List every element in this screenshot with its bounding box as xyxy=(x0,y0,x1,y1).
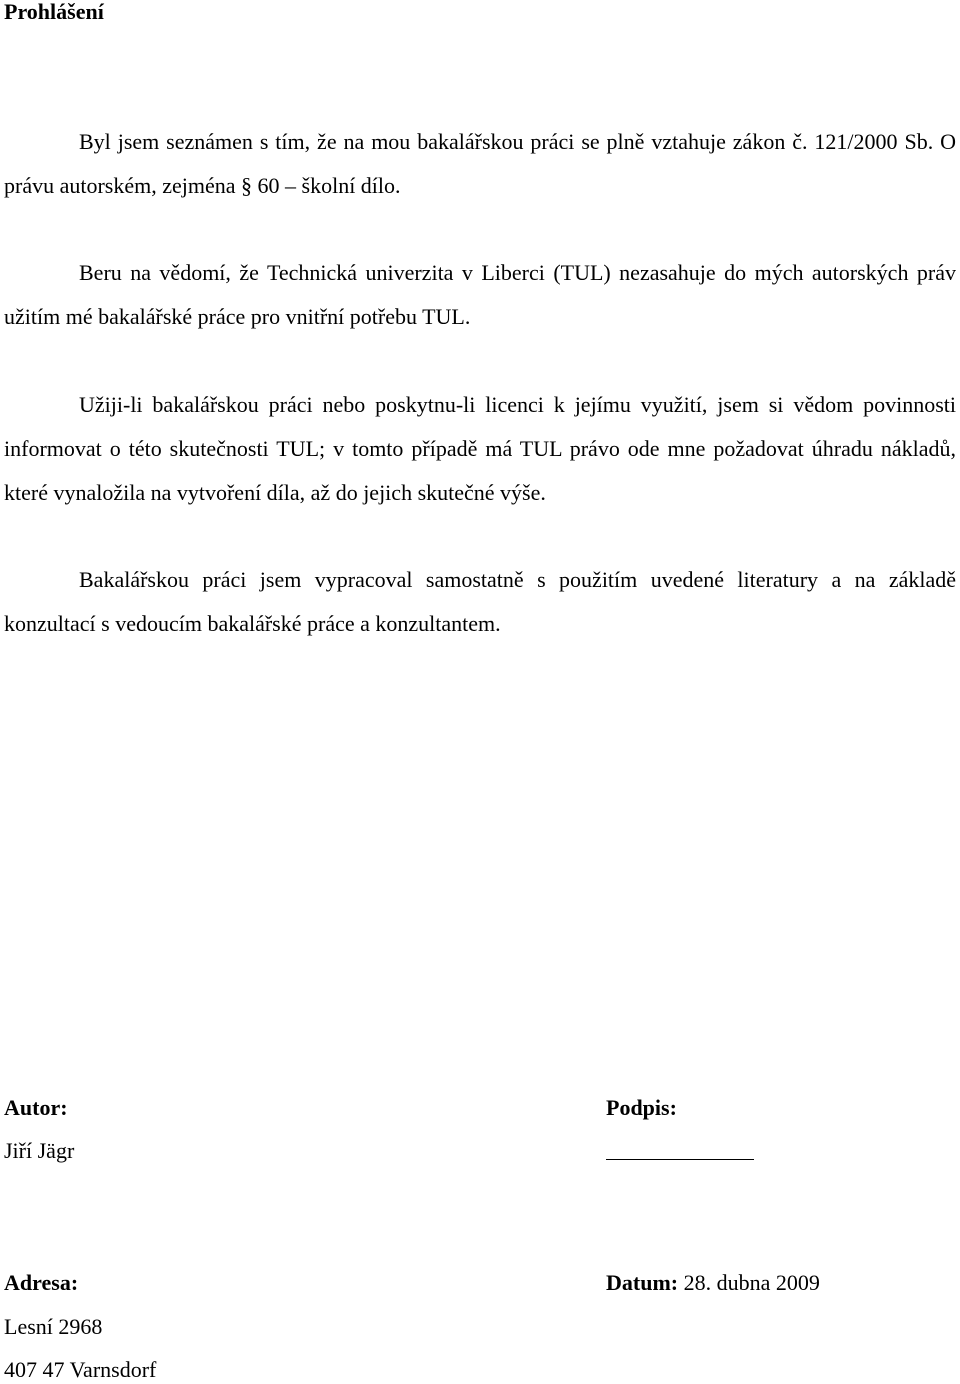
paragraph-copyright-law: Byl jsem seznámen s tím, že na mou bakalářskou práci se plně vztahuje zákon č. 121/2000 Sb. O právu autorském, zejména § 60 – školní dílo. xyxy=(4,129,956,198)
date-value: 28. dubna 2009 xyxy=(683,1270,820,1295)
signature-line xyxy=(606,1159,754,1160)
author-label: Autor: xyxy=(4,1095,68,1120)
paragraph-university-rights: Beru na vědomí, že Technická univerzita v Liberci (TUL) nezasahuje do mých autorských práv užitím mé bakalářské práce pro vnitřní potřebu TUL. xyxy=(4,260,956,329)
address-label: Adresa: xyxy=(4,1270,79,1295)
address-street: Lesní 2968 xyxy=(4,1314,103,1339)
paragraph-independent-work: Bakalářskou práci jsem vypracoval samostatně s použitím uvedené literatury a na základě konzultací s vedoucím bakalářské práce a konzultantem. xyxy=(4,567,956,636)
paragraph-license-obligation: Užiji-li bakalářskou práci nebo poskytnu-li licenci k jejímu využití, jsem si vědom povinnosti informovat o této skutečnosti TUL; v tomto případě má TUL právo ode mne požadovat úhradu nákladů, které vynaložila na vytvoření díla, až do jejich skutečné výše. xyxy=(4,392,956,505)
page-title: Prohlášení xyxy=(4,0,104,24)
date-row xyxy=(606,1269,820,1297)
address-city: 407 47 Varnsdorf xyxy=(4,1357,157,1382)
author-name: Jiří Jägr xyxy=(4,1138,75,1163)
signature-label: Podpis: xyxy=(606,1095,677,1120)
date-label: Datum: xyxy=(606,1270,679,1295)
